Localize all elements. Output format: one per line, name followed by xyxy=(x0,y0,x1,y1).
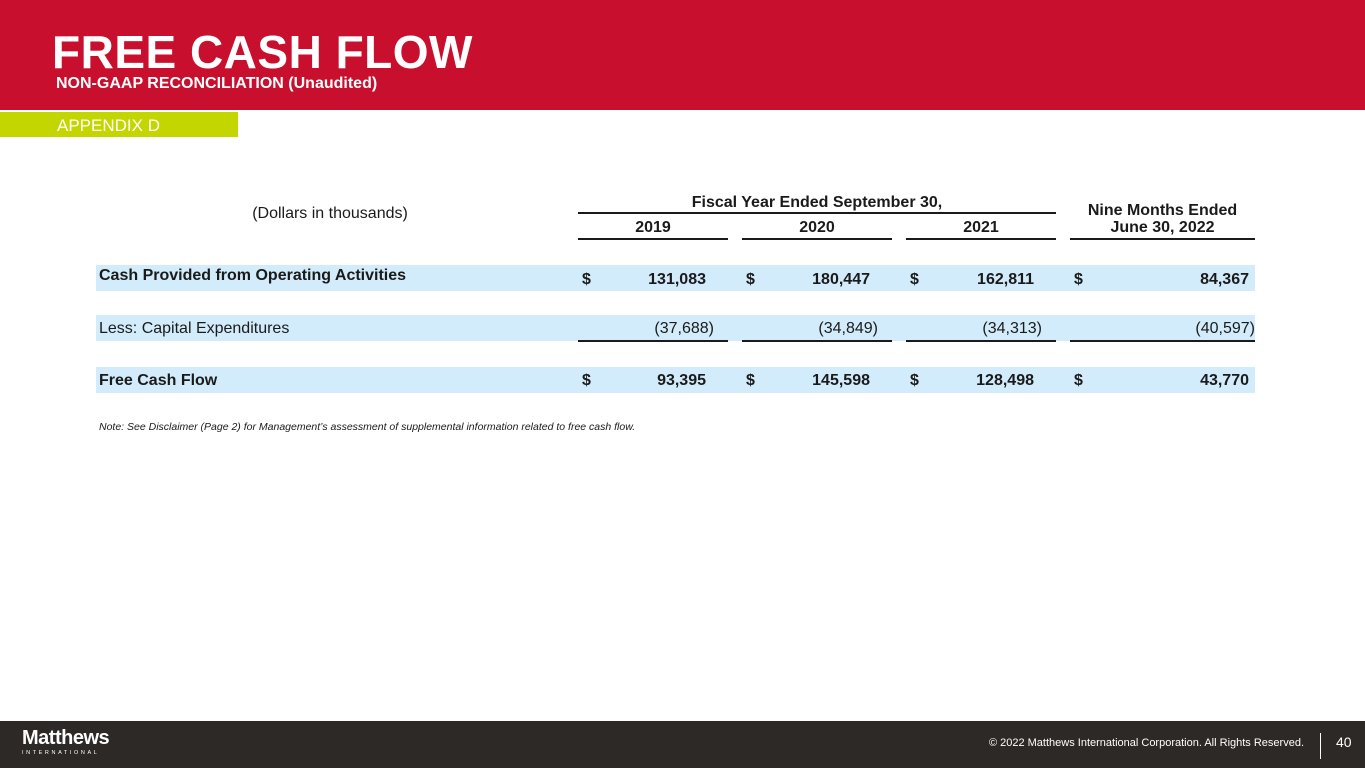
column-rule-2019 xyxy=(578,238,728,240)
fiscal-year-header: Fiscal Year Ended September 30, xyxy=(691,194,943,211)
column-rule-2020 xyxy=(742,238,892,240)
currency-symbol: $ xyxy=(582,372,591,389)
subtotal-rule-2021 xyxy=(906,340,1056,342)
footer-divider xyxy=(1320,733,1321,759)
capex-2019: (37,688) xyxy=(654,320,714,337)
page-number: 40 xyxy=(1336,734,1352,750)
free-cash-flow-2020: 145,598 xyxy=(812,372,870,389)
company-logo-subtitle: INTERNATIONAL xyxy=(22,750,100,756)
subtotal-rule-2019 xyxy=(578,340,728,342)
currency-symbol: $ xyxy=(1074,372,1083,389)
subtotal-rule-nine-months xyxy=(1070,340,1255,342)
subtotal-rule-2020 xyxy=(742,340,892,342)
fiscal-header-rule xyxy=(578,212,1056,214)
currency-symbol: $ xyxy=(1074,271,1083,288)
disclaimer-note: Note: See Disclaimer (Page 2) for Management’s assessment of supplemental information related to free cash flow. xyxy=(99,421,636,433)
capex-2020: (34,849) xyxy=(818,320,878,337)
units-label: (Dollars in thousands) xyxy=(252,205,408,222)
operating-cash-nine-months: 84,367 xyxy=(1200,271,1249,288)
column-header-2021: 2021 xyxy=(963,219,999,236)
capex-2021: (34,313) xyxy=(982,320,1042,337)
column-header-nine-months-line1: Nine Months Ended xyxy=(1087,202,1238,219)
column-rule-nine-months xyxy=(1070,238,1255,240)
free-cash-flow-2021: 128,498 xyxy=(976,372,1034,389)
copyright-text: © 2022 Matthews International Corporation. All Rights Reserved. xyxy=(988,737,1304,749)
operating-cash-2020: 180,447 xyxy=(812,271,870,288)
free-cash-flow-2019: 93,395 xyxy=(657,372,706,389)
capex-nine-months: (40,597) xyxy=(1195,320,1255,337)
column-rule-2021 xyxy=(906,238,1056,240)
appendix-tag: APPENDIX D xyxy=(0,112,238,137)
operating-cash-2019: 131,083 xyxy=(648,271,706,288)
company-logo: Matthews xyxy=(22,727,110,749)
currency-symbol: $ xyxy=(910,271,919,288)
column-header-2020: 2020 xyxy=(799,219,835,236)
row-label-free-cash-flow: Free Cash Flow xyxy=(99,372,218,389)
row-label-operating-cash: Cash Provided from Operating Activities xyxy=(99,267,407,284)
free-cash-flow-nine-months: 43,770 xyxy=(1200,372,1249,389)
currency-symbol: $ xyxy=(910,372,919,389)
column-header-2019: 2019 xyxy=(635,219,671,236)
currency-symbol: $ xyxy=(582,271,591,288)
page-title: FREE CASH FLOW xyxy=(52,26,473,78)
column-header-nine-months-line2: June 30, 2022 xyxy=(1110,219,1215,236)
row-label-capex: Less: Capital Expenditures xyxy=(99,320,290,337)
currency-symbol: $ xyxy=(746,271,755,288)
operating-cash-2021: 162,811 xyxy=(977,271,1034,288)
page-subtitle: NON-GAAP RECONCILIATION (Unaudited) xyxy=(56,75,378,92)
currency-symbol: $ xyxy=(746,372,755,389)
